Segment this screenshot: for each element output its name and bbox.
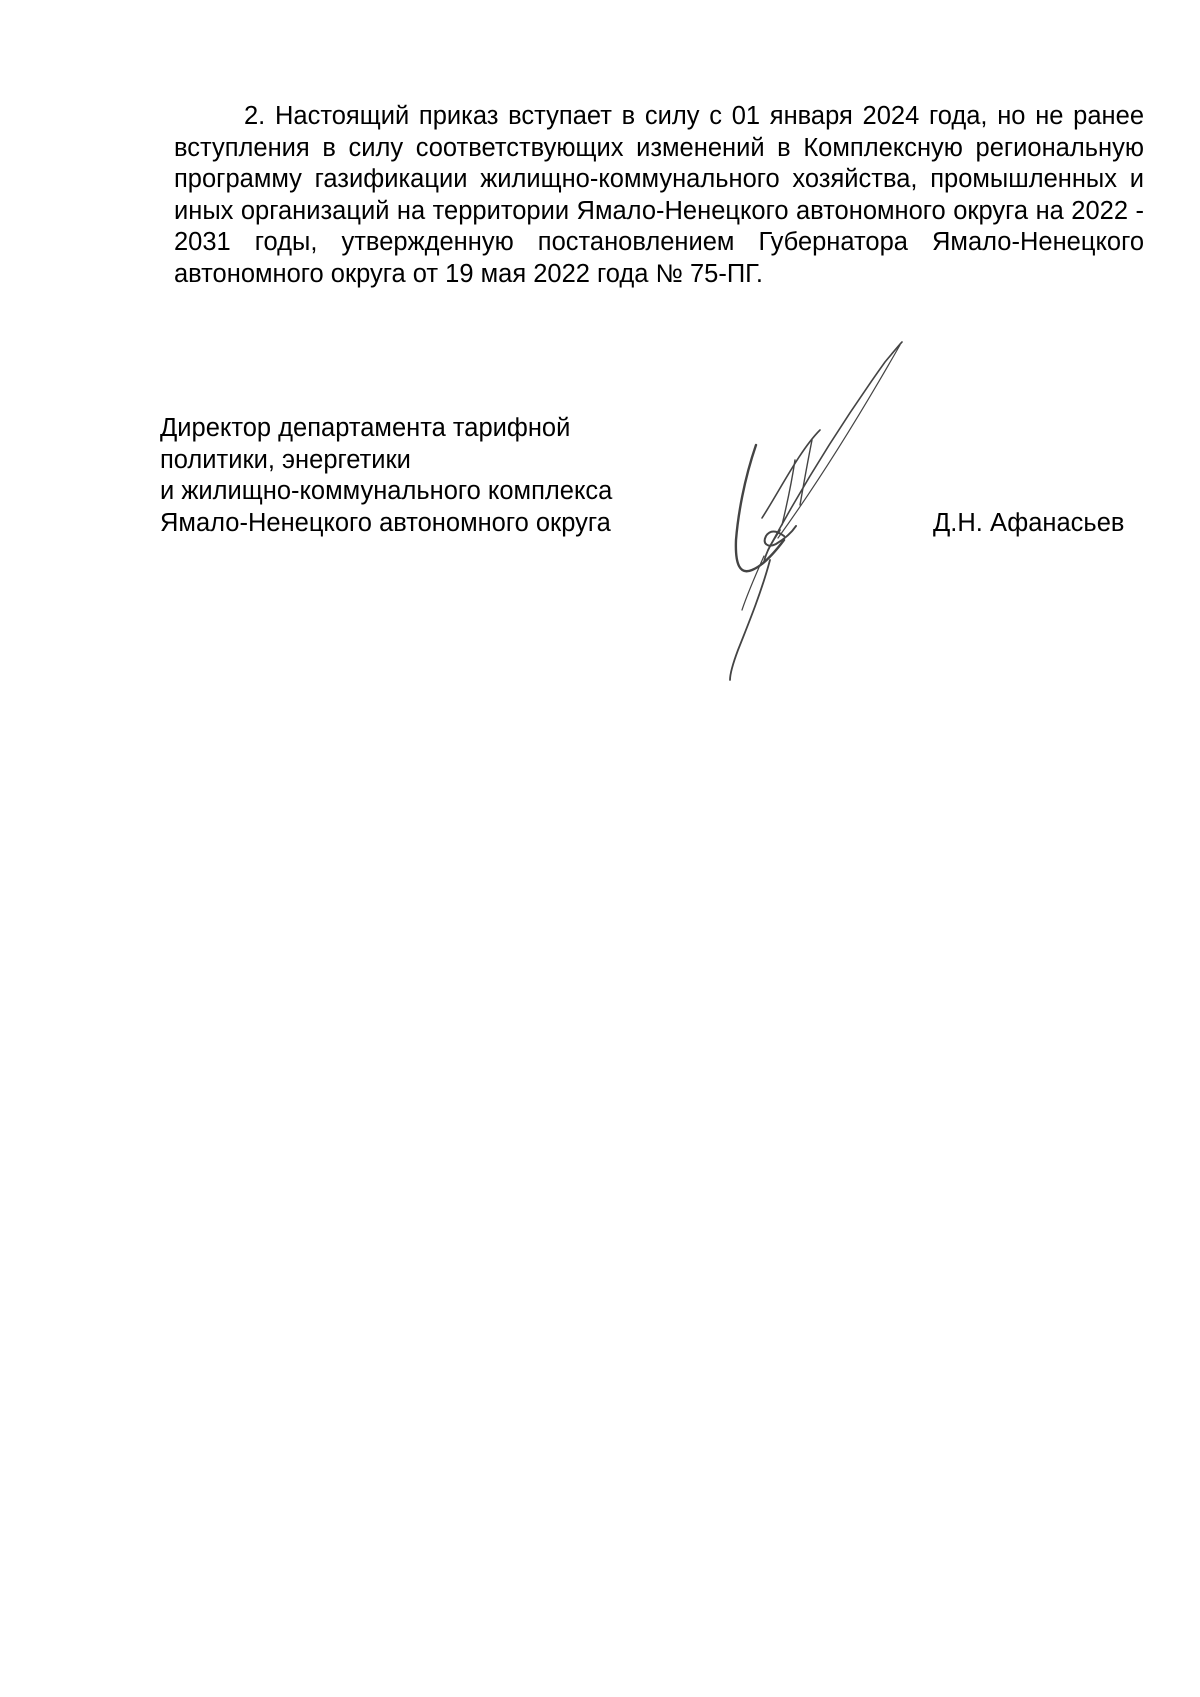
- signatory-position: [160, 413, 612, 539]
- position-line-4: Ямало-Ненецкого автономного округа: [160, 508, 611, 537]
- position-line-1: Директор департамента тарифной: [160, 414, 571, 442]
- handwritten-signature: [700, 330, 940, 700]
- position-line-2: политики, энергетики: [160, 445, 411, 474]
- position-line-3: и жилищно-коммунального комплекса: [160, 477, 613, 505]
- signatory-name: Д.Н. Афанасьев: [933, 509, 1125, 537]
- clause-2-paragraph: 2. Настоящий приказ вступает в силу с 01 января 2024 года, но не ранее вступления в силу соответствующих изменений в Комплексную региональную программу газификации жилищно-коммунального хозяйства, промышленных и иных организаций на территории Ямало-Ненецкого автономного округа на 2022 - 2031 годы, утвержденную постановлением Губернатора Ямало-Ненецкого автономного округа от 19 мая 2022 года № 75-ПГ.: [174, 102, 1144, 288]
